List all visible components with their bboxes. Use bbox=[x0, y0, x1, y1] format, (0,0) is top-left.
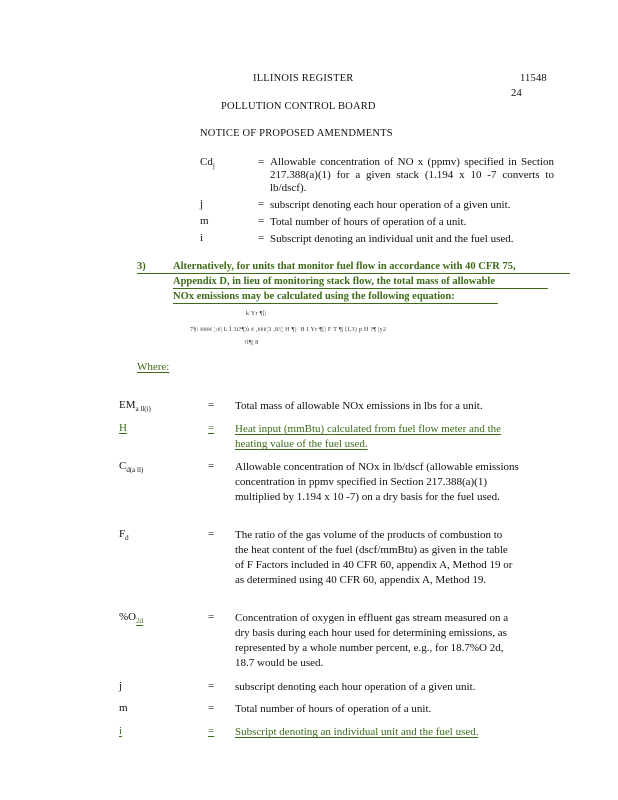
def-text: The ratio of the gas volume of the products of combustion to the heat content of the fuel (dscf/mmBtu) as given in the table of F Factors included in 40 CFR 60, appendix A, Method 19 or as determined using 40 CFR 60, appendix A, Method 19. bbox=[235, 529, 513, 586]
old-def-text: subscript denoting each hour operation of a given unit. bbox=[270, 199, 511, 211]
old-def-text: Allowable concentration of NO x (ppmv) specified in Section 217.388(a)(1) for a given stack (1.194 x 10 -7 converts to lb/dscf). bbox=[270, 156, 554, 194]
page-sub-number: 24 bbox=[511, 88, 522, 99]
def-symbol: m bbox=[119, 702, 128, 714]
def-equals: = bbox=[208, 702, 215, 714]
old-def-symbol: i bbox=[200, 232, 204, 244]
equation-row: 7§\ ëëëë ¦:ë| L Î 3i?¶¦ù ë ,ëëë¦3 ,8/|¦ H ¶|· H I Yr ¶[| F T ¶| [L3) p H ?¶ |y2 bbox=[190, 327, 387, 333]
underline bbox=[173, 303, 498, 304]
def-equals: = bbox=[208, 611, 215, 623]
def-text: Total number of hours of operation of a unit. bbox=[235, 703, 432, 715]
page-number: 11548 bbox=[520, 73, 547, 84]
def-equals: = bbox=[208, 422, 215, 434]
def-equals: = bbox=[208, 680, 215, 692]
def-equals: = bbox=[208, 528, 215, 540]
equation-row: ?ì¶| 8 bbox=[244, 340, 259, 346]
underline bbox=[137, 273, 570, 274]
def-text: Heat input (mmBtu) calculated from fuel flow meter and the heating value of the fuel used. bbox=[235, 423, 502, 450]
item-3-line: Alternatively, for units that monitor fuel flow in accordance with 40 CFR 75, bbox=[173, 261, 516, 272]
old-def-symbol: $Cd_j$ bbox=[200, 156, 215, 171]
old-def-equals: = bbox=[258, 156, 265, 168]
item-3-number: 3) bbox=[137, 261, 146, 272]
old-def-equals: = bbox=[258, 198, 265, 210]
old-def-text: Subscript denoting an individual unit and the fuel used. bbox=[270, 233, 514, 245]
def-symbol: $\%O_{2d}$ bbox=[119, 611, 144, 626]
def-text: Total mass of allowable NOx emissions in lbs for a unit. bbox=[235, 400, 483, 412]
item-3-line: NOx emissions may be calculated using the following equation: bbox=[173, 291, 455, 302]
item-3-line: Appendix D, in lieu of monitoring stack flow, the total mass of allowable bbox=[173, 276, 496, 287]
old-def-text: Total number of hours of operation of a unit. bbox=[270, 216, 467, 228]
old-def-equals: = bbox=[258, 232, 265, 244]
def-equals: = bbox=[208, 399, 215, 411]
register-title: ILLINOIS REGISTER bbox=[253, 73, 354, 84]
def-symbol: j bbox=[119, 680, 123, 692]
equation-row: k Yr ¶[| bbox=[246, 311, 267, 317]
board-title: POLLUTION CONTROL BOARD bbox=[221, 101, 376, 112]
def-symbol: i bbox=[119, 725, 123, 737]
def-symbol: $C_{d(a ll)}$ bbox=[119, 460, 144, 475]
def-text: subscript denoting each hour operation of a given unit. bbox=[235, 681, 476, 693]
def-text: Allowable concentration of NOx in lb/dscf (allowable emissions concentration in ppmv specified in Section 217.388(a)(1) multiplied by 1.194 x 10 -7) on a dry basis for the fuel used. bbox=[235, 461, 519, 503]
notice-title: NOTICE OF PROPOSED AMENDMENTS bbox=[200, 128, 393, 139]
def-text: Concentration of oxygen in effluent gas stream measured on a dry basis during each hour used for determining emissions, as represented by a whole number percent, e.g., for 18.7%O 2d, 18.7 would be used. bbox=[235, 612, 509, 669]
def-equals: = bbox=[208, 725, 215, 737]
def-text: Subscript denoting an individual unit and the fuel used. bbox=[235, 726, 479, 738]
old-def-symbol: m bbox=[200, 215, 209, 227]
def-symbol: $F_d$ bbox=[119, 528, 129, 543]
underline bbox=[173, 288, 548, 289]
def-equals: = bbox=[208, 460, 215, 472]
old-def-equals: = bbox=[258, 215, 265, 227]
def-symbol: H bbox=[119, 422, 127, 434]
old-def-symbol: j bbox=[200, 198, 204, 210]
where-label: Where: bbox=[137, 361, 170, 373]
def-symbol: $EM_{a ll(i)}$ bbox=[119, 399, 151, 414]
